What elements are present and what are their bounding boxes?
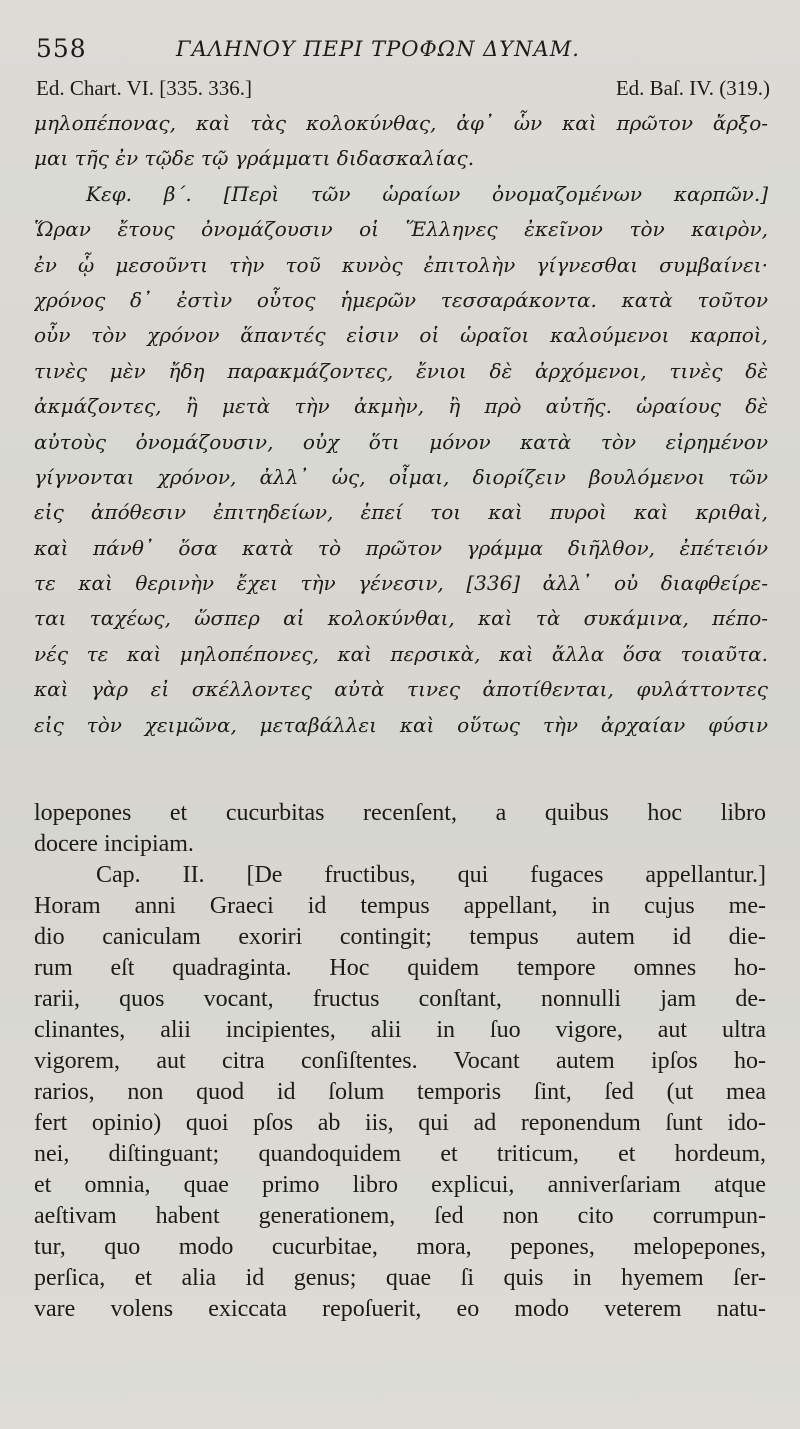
latin-line: rum eſt quadraginta. Hoc quidem tempore omnes ho- [34, 955, 766, 981]
greek-line: τινὲς μὲν ἤδη παρακμάζοντες, ἔνιοι δὲ ἀρχόμενοι, τινὲς δὲ [34, 358, 768, 383]
latin-line: aeſtivam habent generationem, ſed non cito corrumpun- [34, 1203, 766, 1229]
greek-line: καὶ γὰρ εἰ σκέλλοντες αὐτὰ τινες ἀποτίθενται, φυλάττοντες [34, 677, 768, 702]
greek-line: Ὥραν ἔτους ὀνομάζουσιν οἱ Ἕλληνες ἐκεῖνον τὸν καιρὸν, [34, 217, 768, 242]
greek-line: ἀκμάζοντες, ἢ μετὰ τὴν ἀκμὴν, ἢ πρὸ αὐτῆς. ὡραίους δὲ [34, 394, 768, 419]
greek-line: εἰς ἀπόθεσιν ἐπιτηδείων, ἐπεί τοι καὶ πυροὶ καὶ κριθαὶ, [34, 500, 768, 525]
page-number: 558 [36, 34, 87, 63]
latin-line: Horam anni Graeci id tempus appellant, in cujus me- [34, 893, 766, 919]
latin-line: clinantes, alii incipientes, alii in ſuo vigore, aut ultra [34, 1017, 766, 1043]
greek-line: μαι τῆς ἐν τῷδε τῷ γράμματι διδασκαλίας. [34, 146, 475, 171]
latin-line: rarios, non quod id ſolum temporis ſint, ſed (ut mea [34, 1079, 766, 1105]
edition-chartier-reference: Ed. Chart. VI. [335. 336.] [36, 76, 252, 100]
edition-basel-reference: Ed. Baſ. IV. (319.) [615, 76, 770, 100]
greek-line: χρόνος δ᾿ ἐστὶν οὗτος ἡμερῶν τεσσαράκοντα. κατὰ τοῦτον [34, 287, 768, 312]
greek-line: καὶ πάνθ᾿ ὅσα κατὰ τὸ πρῶτον γράμμα διῆλθον, ἐπέτειόν [34, 535, 768, 560]
chapter-heading-greek: Κεφ. β΄. [Περὶ τῶν ὡραίων ὀνομαζομένων καρπῶν.] [86, 181, 768, 206]
greek-line: αὐτοὺς ὀνομάζουσιν, οὐχ ὅτι μόνον κατὰ τὸν εἰρημένον [34, 429, 768, 454]
greek-line: οὖν τὸν χρόνον ἅπαντές εἰσιν οἱ ὡραῖοι καλούμενοι καρποὶ, [34, 323, 768, 348]
latin-line: lopepones et cucurbitas recenſent, a quibus hoc libro [34, 800, 766, 826]
greek-line: ἐν ᾧ μεσοῦντι τὴν τοῦ κυνὸς ἐπιτολὴν γίγνεσθαι συμβαίνει· [34, 252, 768, 277]
latin-line: docere incipiam. [34, 831, 194, 857]
edition-references [36, 76, 770, 104]
latin-line: perſica, et alia id genus; quae ſi quis in hyemem ſer- [34, 1265, 766, 1291]
latin-line: fert opinio) quoi pſos ab iis, qui ad reponendum ſunt ido- [34, 1110, 766, 1136]
latin-line: et omnia, quae primo libro explicui, anniverſariam atque [34, 1172, 766, 1198]
latin-line: vigorem, aut citra conſiſtentes. Vocant autem ipſos ho- [34, 1048, 766, 1074]
latin-line: rarii, quos vocant, fructus conſtant, nonnulli jam de- [34, 986, 766, 1012]
latin-line: tur, quo modo cucurbitae, mora, pepones, melopepones, [34, 1234, 766, 1260]
greek-line: τε καὶ θερινὴν ἔχει τὴν γένεσιν, [336] ἀλλ᾿ οὐ διαφθείρε- [34, 571, 768, 596]
greek-text-block [34, 106, 768, 743]
page-header [36, 34, 770, 68]
latin-line: nei, diſtinguant; quandoquidem et triticum, et hordeum, [34, 1141, 766, 1167]
greek-line: νές τε καὶ μηλοπέπονες, καὶ περσικὰ, καὶ ἄλλα ὅσα τοιαῦτα. [34, 641, 768, 666]
chapter-heading-latin: Cap. II. [De fructibus, qui fugaces appellantur.] [96, 862, 766, 888]
latin-line: dio caniculam exoriri contingit; tempus autem id die- [34, 924, 766, 950]
greek-line: ται ταχέως, ὥσπερ αἱ κολοκύνθαι, καὶ τὰ συκάμινα, πέπο- [34, 606, 768, 631]
greek-line: μηλοπέπονας, καὶ τὰς κολοκύνθας, ἀφ᾿ ὧν καὶ πρῶτον ἄρξο- [34, 111, 768, 135]
greek-line: γίγνονται χρόνον, ἀλλ᾿ ὡς, οἶμαι, διορίζειν βουλόμενοι τῶν [34, 464, 768, 489]
running-title: ΓΑΛΗΝΟΥ ΠΕΡΙ ΤΡΟΦΩΝ ΔΥΝΑΜ. [176, 37, 580, 61]
latin-text-block [34, 798, 766, 1325]
latin-line: vare volens exiccata repoſuerit, eo modo veterem natu- [34, 1296, 766, 1322]
greek-line: εἰς τὸν χειμῶνα, μεταβάλλει καὶ οὕτως τὴν ἀρχαίαν φύσιν [34, 712, 768, 737]
